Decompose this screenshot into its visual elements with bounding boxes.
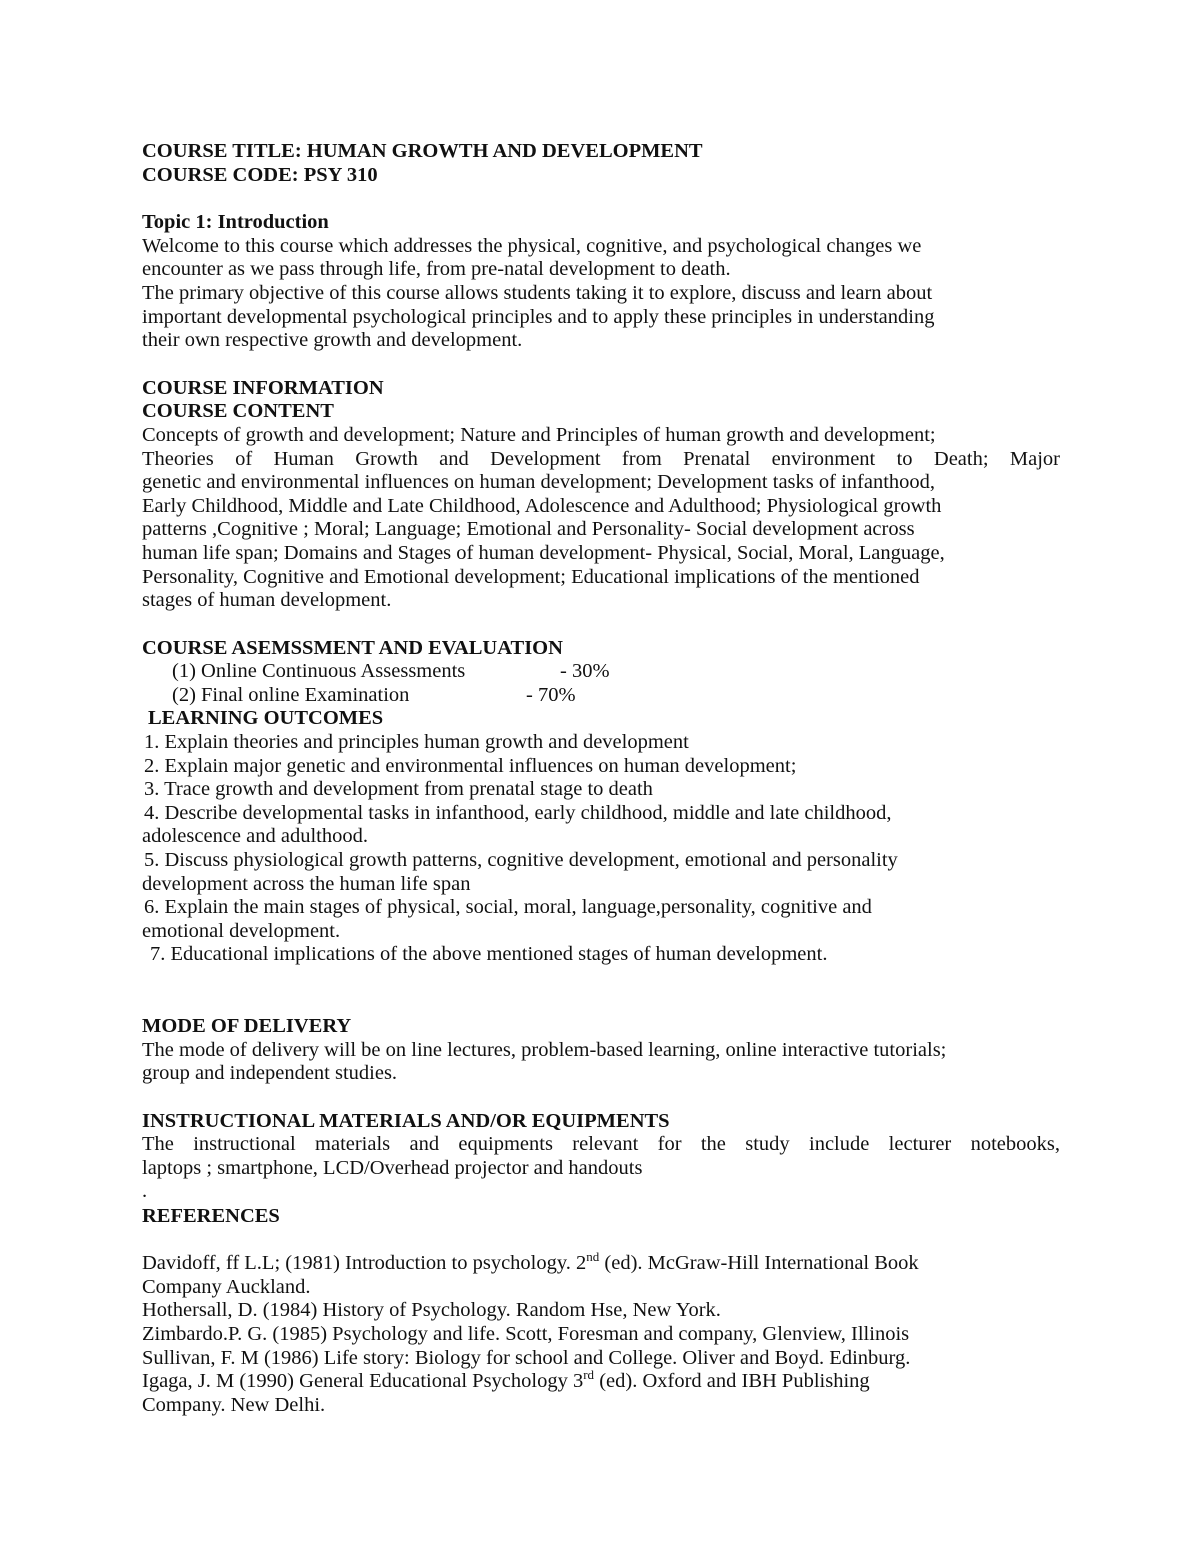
content-line: genetic and environmental influences on human development; Development tasks of infanthood, — [142, 471, 936, 494]
intro-line: Welcome to this course which addresses the physical, cognitive, and psychological changes we — [142, 234, 922, 257]
spacer — [142, 991, 1060, 1015]
content-line: patterns ,Cognitive ; Moral; Language; Emotional and Personality- Social development across — [142, 518, 915, 541]
outcomes-section — [142, 707, 1060, 967]
spacer — [142, 1086, 1060, 1110]
reference-item — [142, 1367, 1060, 1394]
assessment-item-label: (1) Online Continuous Assessments — [172, 660, 466, 683]
assessment-heading: COURSE ASEMSSMENT AND EVALUATION — [142, 636, 563, 659]
outcome-item: 5. Discuss physiological growth patterns, cognitive development, emotional and personality — [144, 849, 898, 872]
outcome-item: 7. Educational implications of the above mentioned stages of human development. — [150, 943, 828, 966]
assessment-item-value: - 30% — [560, 660, 610, 683]
content-line: Personality, Cognitive and Emotional development; Educational implications of the mentioned — [142, 565, 920, 588]
outcome-item-cont: development across the human life span — [142, 872, 471, 895]
delivery-line: The mode of delivery will be on line lectures, problem-based learning, online interactive tutorials; — [142, 1038, 947, 1061]
reference-item — [142, 1249, 1060, 1276]
outcome-item: 6. Explain the main stages of physical, social, moral, language,personality, cognitive and — [144, 896, 872, 919]
references-heading: REFERENCES — [142, 1204, 280, 1227]
course-header — [142, 140, 1060, 187]
stray-period: . — [142, 1179, 148, 1202]
delivery-heading: MODE OF DELIVERY — [142, 1015, 352, 1037]
reference-superscript: nd — [586, 1249, 600, 1265]
course-content-heading: COURSE CONTENT — [142, 400, 334, 423]
reference-superscript: rd — [583, 1367, 595, 1383]
assessment-item-label: (2) Final online Examination — [172, 683, 410, 706]
course-info-heading: COURSE INFORMATION — [142, 376, 384, 399]
intro-heading: Topic 1: Introduction — [142, 211, 329, 234]
materials-section — [142, 1110, 1060, 1205]
content-line: human life span; Domains and Stages of human development- Physical, Social, Moral, Language, — [142, 541, 945, 564]
intro-line: their own respective growth and development. — [142, 329, 523, 352]
content-line: Concepts of growth and development; Nature and Principles of human growth and development; — [142, 423, 936, 446]
course-info-section — [142, 377, 1060, 613]
references-section — [142, 1205, 1060, 1418]
outcomes-heading: LEARNING OUTCOMES — [148, 707, 384, 730]
spacer — [142, 353, 1060, 377]
content-line: Early Childhood, Middle and Late Childhood, Adolescence and Adulthood; Physiological growth — [142, 494, 942, 517]
materials-heading: INSTRUCTIONAL MATERIALS AND/OR EQUIPMENTS — [142, 1109, 670, 1132]
spacer — [142, 1228, 1060, 1252]
reference-item: Hothersall, D. (1984) History of Psychology. Random Hse, New York. — [142, 1299, 721, 1322]
delivery-section — [142, 1015, 1060, 1086]
materials-line: laptops ; smartphone, LCD/Overhead projector and handouts — [142, 1156, 643, 1179]
outcome-item-cont: emotional development. — [142, 919, 341, 942]
outcome-item: 1. Explain theories and principles human growth and development — [144, 731, 689, 754]
document-page — [142, 140, 1060, 1417]
materials-line: The instructional materials and equipments relevant for the study include lecturer notebooks, — [142, 1133, 1060, 1156]
reference-text: Davidoff, ff L.L; (1981) Introduction to psychology. 2 — [142, 1252, 587, 1275]
outcome-item: 2. Explain major genetic and environmental influences on human development; — [144, 754, 797, 777]
assessment-item-value: - 70% — [526, 683, 576, 706]
intro-line: encounter as we pass through life, from pre-natal development to death. — [142, 258, 731, 281]
intro-line: important developmental psychological principles and to apply these principles in understanding — [142, 305, 935, 328]
reference-item-cont: Company Auckland. — [142, 1275, 311, 1298]
reference-item-cont: Company. New Delhi. — [142, 1393, 326, 1416]
course-title: COURSE TITLE: HUMAN GROWTH AND DEVELOPMENT — [142, 140, 703, 162]
outcome-item: 3. Trace growth and development from prenatal stage to death — [144, 778, 653, 801]
delivery-line: group and independent studies. — [142, 1062, 398, 1085]
reference-text: Igaga, J. M (1990) General Educational Psychology 3 — [142, 1370, 584, 1393]
assessment-item — [142, 660, 1060, 684]
content-line: Theories of Human Growth and Development from Prenatal environment to Death; Major — [142, 447, 1060, 470]
reference-item: Zimbardo.P. G. (1985) Psychology and life. Scott, Foresman and company, Glenview, Illinois — [142, 1322, 910, 1345]
assessment-item — [142, 684, 1060, 708]
outcome-item: 4. Describe developmental tasks in infanthood, early childhood, middle and late childhood, — [144, 801, 892, 824]
spacer — [142, 967, 1060, 991]
assessment-section — [142, 637, 1060, 708]
reference-text: (ed). McGraw-Hill International Book — [599, 1252, 919, 1275]
course-code: COURSE CODE: PSY 310 — [142, 163, 378, 186]
reference-item: Sullivan, F. M (1986) Life story: Biology for school and College. Oliver and Boyd. Edinburg. — [142, 1346, 911, 1369]
reference-text: (ed). Oxford and IBH Publishing — [594, 1370, 870, 1393]
content-line: stages of human development. — [142, 589, 392, 612]
spacer — [142, 613, 1060, 637]
spacer — [142, 187, 1060, 211]
intro-line: The primary objective of this course allows students taking it to explore, discuss and learn about — [142, 281, 933, 304]
outcome-item-cont: adolescence and adulthood. — [142, 825, 368, 848]
intro-section — [142, 211, 1060, 353]
